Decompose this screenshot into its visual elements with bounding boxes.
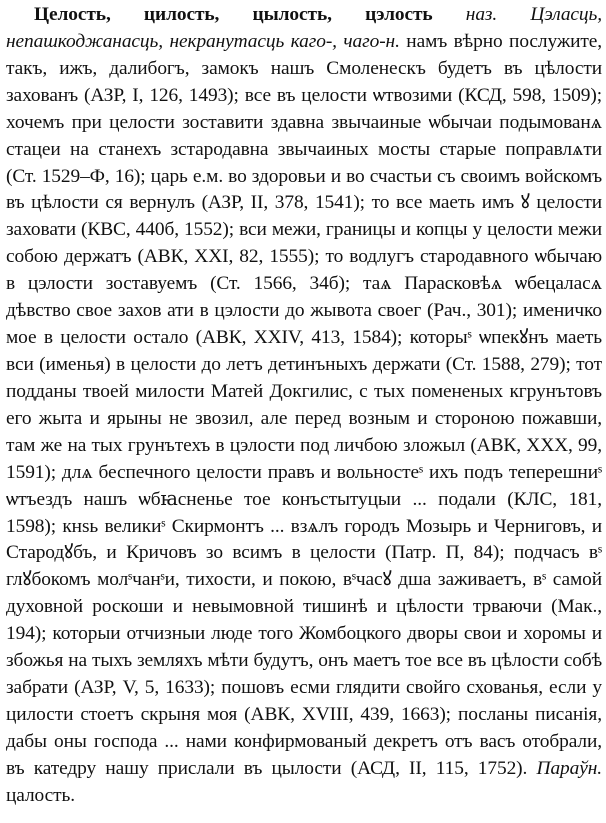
cross-reference-word: цалость. — [6, 784, 75, 806]
entry-gloss: наз. Цэласць, непашкоджанасць, некранутасць каго-, чаго-н. — [6, 4, 602, 52]
entry-paragraph — [6, 2, 602, 810]
entry-body: намъ вѣрно послужите, такъ, ижъ, далибогъ, замокъ нашъ Смоленескъ будетъ въ цѣлости захованъ (АЗР, I, 126, 1493); все въ целости ѡтвозими (КСД, 598, 1509); хочемъ при целости зоставити здавна звычаиные ѡбычаи подымованѧ стацеи на станехъ зстародавна звычаиных мосты старые поправлѧти (Ст. 1529–Ф, 16); царь е.м. во здоровьи и во счастьи съ своимъ войскомъ въ цѣлости ся вернулъ (АЗР, II, 378, 1541); то все маеть имъ ꙋ целости заховати (КВС, 440б, 1552); вси межи, границы и копцы у целости межи собою держатъ (АВК, XXI, 82, 1555); то водлугъ стародавного ѡбычаю в цэлости зоставуемъ (Ст. 1566, 34б); таѧ Парасковѣѧ ѡбецаласѧ дѣвство свое захов ати в цэлости до жывота своег (Рач., 301); именичко мое в целости остало (АВК, XXIV, 413, 1584); которыˢ ѡпекꙋнъ маеть вси (именья) в целости до летъ детинъныхъ держати (Ст. 1588, 279); тот подданы твоей милости Матей Докгилис, с тых помененых кгрунътовъ его жыта и ярыны не звозил, але перед возным и стороною пожавши, там же на тых грунътехъ в цэлости под личбою зложыл (АВК, ХХХ, 99, 1591); длѧ беспечного целости правъ и вольностеˢ ихъ подъ теперешниˢ ѡтъездъ нашъ ѡбꙗсненье тое конъстытуцыи ... подали (КЛС, 181, 1598); кнѕь великиˢ Скирмонтъ ... взѧлъ городъ Мозырь и Черниговъ, и Стародꙋбъ, и Кричовъ зо всимъ в целости (Патр. П, 84); подчасъ вˢ глꙋбокомъ молˢчанˢи, тихости, и покою, вˢчасꙋ дша заживаетъ, вˢ самой духовной роскоши и невымовной тишинѣ и цѣлости трваючи (Мак., 194); которыи отчизныи люде того Жомбоцкого дворы свои и хоромы и збожья на тыхъ земляхъ мѣти будутъ, онъ маетъ тое все въ цѣлости собѣ забрати (АЗР, V, 5, 1633); пошовъ есми глядити свойго схованья, если у цилости стоетъ скрыня моя (АВК, XVIII, 439, 1663); посланы писанія, дабы оны господа ... нами конфирмованый декретъ отъ васъ отобрали, въ катедру нашу прислали въ цылости (АСД, II, 115, 1752). — [6, 30, 603, 779]
entry-headword: Целость, цилость, цылость, цэлость — [34, 4, 433, 25]
dictionary-entry — [6, 2, 602, 810]
cross-reference-label: Параўн. — [536, 757, 603, 779]
